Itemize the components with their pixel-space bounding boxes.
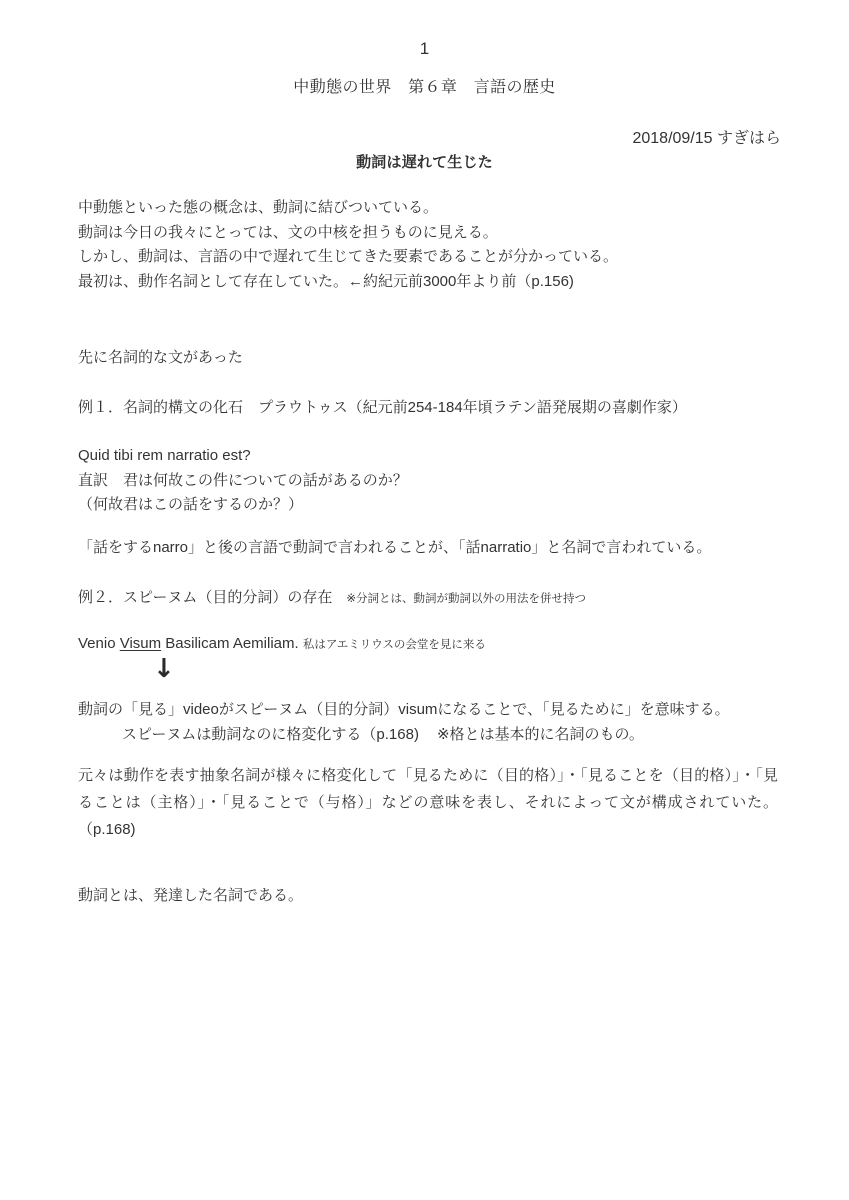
example-2-latin-pre: Venio — [78, 635, 120, 652]
example-1-latin: Quid tibi rem narratio est? — [78, 447, 251, 464]
example-2-latin-underlined: Visum — [119, 635, 162, 652]
example-2-explain-line-1: 動詞の「見る」videoがスピーヌム（目的分詞）visumになることで、「見るために」を意味する。 — [78, 701, 730, 718]
intro-line-1: 中動態といった態の概念は、動詞に結びついている。 — [78, 199, 439, 216]
example-1-literal-translation: 直訳 君は何故この件についての話があるのか？ — [78, 471, 408, 489]
document-heading: 中動態の世界 第６章 言語の歴史 — [293, 79, 556, 96]
down-arrow-icon: ↓ — [153, 654, 175, 684]
closing-line: 動詞とは、発達した名詞である。 — [78, 887, 304, 904]
example-2-latin-row — [78, 632, 486, 658]
example-1-commentary: 「話をするnarro」と後の言語で動詞で言われることが、「話narratio」と名詞で言われている。 — [78, 539, 712, 556]
example-2-explain-line-2-row — [78, 723, 730, 748]
example-1-body — [78, 444, 408, 518]
intro-line-2: 動詞は今日の我々にとっては、文の中核を担うものに見える。 — [78, 223, 498, 241]
summary-paragraph: 元々は動作を表す抽象名詞が様々に格変化して「見るために（目的格）」・「見ることを（目的格）」・「見ることは（主格）」・「見ることで（与格）」などの意味を表し、それによって文が構成されていた。（p.168) — [78, 767, 778, 838]
lead-line: 先に名詞的な文があった — [78, 349, 243, 366]
example-2-heading: 例２．スピーヌム（目的分詞）の存在 — [78, 589, 333, 606]
example-1-heading: 例１．名詞的構文の化石 プラウトゥス（紀元前254-184年頃ラテン語発展期の喜劇作家） — [78, 399, 687, 416]
date-author-line: 2018/09/15 すぎはら — [632, 130, 781, 147]
example-2-explanation — [78, 698, 730, 747]
example-2-explain-line-2-note: ※格とは基本的に名詞のもの。 — [436, 725, 644, 743]
example-2-latin-post: Basilicam Aemiliam. — [161, 635, 299, 652]
document-title: 動詞は遅れて生じた — [356, 154, 493, 171]
intro-paragraph — [78, 196, 618, 294]
example-1-paraphrase: （何故君はこの話をするのか？） — [78, 496, 304, 513]
example-2-heading-note: ※分詞とは、動詞が動詞以外の用法を併せ持つ — [346, 593, 587, 605]
example-2-explain-line-2: スピーヌムは動詞なのに格変化する（p.168) — [122, 725, 419, 743]
intro-line-3: しかし、動詞は、言語の中で遅れて生じてきた要素であることが分かっている。 — [78, 248, 619, 265]
page-number: 1 — [419, 39, 430, 58]
example-2-heading-row — [78, 586, 586, 612]
intro-line-4: 最初は、動作名詞として存在していた。←約紀元前3000年より前（p.156) — [78, 272, 574, 290]
example-2-gloss: 私はアエミリウスの会堂を見に来る — [302, 639, 486, 651]
